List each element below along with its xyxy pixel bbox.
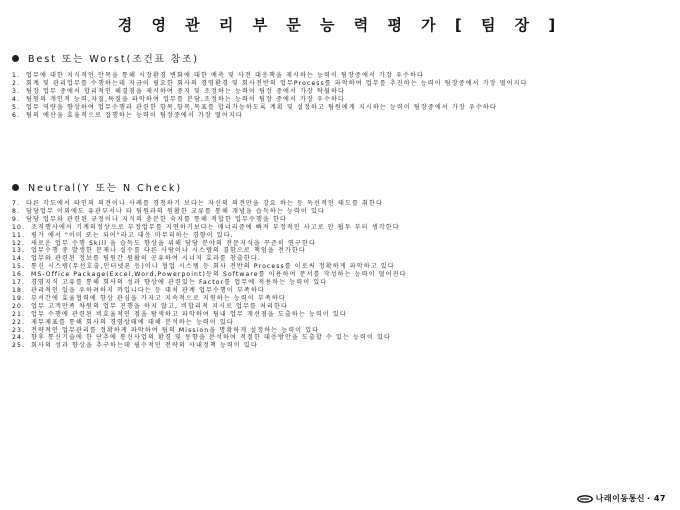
item-text: 업무 수행에 관련된 비효율적인 점을 탐색하고 파악하여 팀내 업무 개선점을 도출하는 능력이 있다 <box>31 310 347 318</box>
item-number: 16. <box>12 271 25 279</box>
item-number: 3. <box>12 87 21 95</box>
item-text: 담당업무 이외에도 유관부서나 타 팀원과의 원활한 교류를 통해 개념을 습득하는 능력이 있다 <box>26 207 325 215</box>
bullet-icon <box>12 55 19 62</box>
item-text: 업무수행 중 발생한 문제나 실수를 다른 사람이나 시스템의 결함으로 책임을 전가한다 <box>31 247 306 255</box>
item-number: 22. <box>12 318 25 326</box>
item-number: 18. <box>12 286 25 294</box>
item-text: 업무 역량을 향상하여 업무수행과 관련한 항목,항목,목표를 합리가능하도록 계획 및 설정하고 팀원에게 지시하는 능력이 팀장중에서 가장 우수하다 <box>26 103 497 111</box>
list-item <box>12 295 668 303</box>
item-text: 업무와 관련된 정보를 팀원간 원활히 공유하여 시너지 효과를 창출한다. <box>31 255 261 263</box>
item-number: 15. <box>12 263 25 271</box>
item-number: 4. <box>12 95 21 103</box>
item-text: 팀의 예산을 효율적으로 집행하는 능력이 팀장중에서 가장 떨어지다 <box>26 111 243 119</box>
item-number: 25. <box>12 342 25 350</box>
company-name: 나래이동통신 <box>595 494 646 503</box>
item-number: 1. <box>12 72 21 79</box>
item-number: 7. <box>12 200 21 207</box>
list-item <box>12 88 668 96</box>
item-text: 관리적인 일을 우하려하지 까입니다는 등 대처 관계 업무수행이 부족하다 <box>31 286 265 294</box>
item-number: 9. <box>12 215 21 223</box>
item-number: 21. <box>12 310 25 318</box>
item-number: 20. <box>12 302 25 310</box>
item-text: 조직행사에서 기계의정상으로 부정업무를 지연하기보다는 매너리즘에 빠져 부정적인 사고로 안 됩투 부터 생각한다 <box>31 223 400 231</box>
item-text: 향후 통신기술에 한 단추에 통신사업의 환경 및 동향을 분석하여 적절한 대응방안을 도출할 수 있는 능력이 있다 <box>31 334 391 342</box>
section-heading-label: Best 또는 Worst(조건표 참조) <box>28 54 199 65</box>
item-number: 10. <box>12 223 25 231</box>
list-item <box>12 104 668 112</box>
list-item <box>12 311 668 319</box>
item-number: 19. <box>12 294 25 302</box>
list-item <box>12 279 668 287</box>
item-number: 5. <box>12 103 21 111</box>
item-number: 12. <box>12 239 25 247</box>
list-item <box>12 224 668 232</box>
footer <box>577 493 666 504</box>
item-text: 부서간에 효율협력에 항상 관심을 가지고 지속적으로 지원하는 능력이 부족하다 <box>31 294 286 302</box>
list-item <box>12 232 668 240</box>
list-item <box>12 287 668 295</box>
list-item <box>12 319 668 327</box>
item-text: 담당 업무와 관련된 규정이나 지식의 충분한 숙지를 통해 적합한 업무수행을 한다 <box>26 215 287 223</box>
item-text: 회계 및 관리업무를 수행하는데 자금이 필요한 회사의 경영환경 및 회사전반의 업무Process를 파악하여 업무를 추진하는 능력이 팀장중에서 가장 떨어지다 <box>26 79 528 87</box>
item-number: 2. <box>12 79 21 87</box>
list-item <box>12 200 668 208</box>
item-text: 평가 에서 "이미 또는 되어"라고 대응 마무리하는 경향이 있다. <box>31 231 234 239</box>
bullet-icon <box>12 184 19 191</box>
company-logo-icon <box>577 495 593 503</box>
neutral-list <box>12 200 668 350</box>
list-item <box>12 72 668 80</box>
item-number: 24. <box>12 334 25 342</box>
section-heading-best-worst <box>12 51 199 65</box>
section-heading-neutral <box>12 180 182 194</box>
item-text: 업무에 대한 지식적인 안목을 통해 시장환경 변화에 대한 예측 및 사전 대응책을 제시하는 능력이 팀장중에서 가장 우수하다 <box>26 72 424 79</box>
item-number: 6. <box>12 111 21 119</box>
item-number: 13. <box>12 247 25 255</box>
list-item <box>12 263 668 271</box>
list-item <box>12 271 668 279</box>
item-text: 다른 각도에서 타인의 의견이나 사례를 경청하기 보다는 자신의 의견만을 강요 하는 등 독선적인 태도를 취한다 <box>26 200 383 207</box>
page-number: · 47 <box>647 494 666 503</box>
list-item <box>12 342 668 350</box>
item-text: 팀장 업무 중에서 합리적인 해결점을 제시하여 중지 및 조정하는 능력이 팀장 중에서 가장 탁월하다 <box>26 87 345 95</box>
item-text: 재무제표를 통해 회사의 경영상태에 대해 분석하는 능력이 있다 <box>31 318 234 326</box>
item-number: 8. <box>12 207 21 215</box>
list-item <box>12 303 668 311</box>
item-text: MS-Office Package(Excel,Word,Powerpoint)등의 Software를 이용하여 문서를 작성하는 능력이 떨어진다 <box>31 271 407 279</box>
item-number: 23. <box>12 326 25 334</box>
item-text: 새로운 업무 수행 Skill 을 습득도 향상을 위해 담당 분야의 전문지식을 꾸준히 연구한다 <box>31 239 316 247</box>
list-item <box>12 80 668 88</box>
item-number: 17. <box>12 279 25 287</box>
list-item <box>12 112 668 120</box>
list-item <box>12 208 668 216</box>
item-text: 경영지식 고유를 통해 회사의 성과 향상에 관련있는 Factor를 업무에 적용하는 능력이 있다 <box>31 279 328 287</box>
item-text: 팀원의 개인적 능력,자질,특질을 파악하여 업무를 분담,조정하는 능력이 팀장 중에서 가장 우수하다 <box>26 95 345 103</box>
item-text: 업무 고객만족 차원의 업무 진행을 하지 않고, 비합리적 지시로 업무를 처리한다 <box>31 302 288 310</box>
best-worst-list <box>12 72 668 119</box>
section-heading-label: Neutral(Y 또는 N Check) <box>28 183 183 194</box>
item-text: 통신 시스템(무선호출,인터넷폰 등)이나 협업 시스템 등 회사 전반의 Process를 이로써 정확하게 파악하고 있다 <box>31 263 395 271</box>
item-text: 전략적인 업무관리를 정확하게 파악하여 팀의 Mission을 명확하게 설정하는 능력이 있다 <box>31 326 320 334</box>
page-title: 경 영 관 리 부 문 능 력 평 가 [ 팀 장 ] <box>117 16 563 34</box>
list-item <box>12 96 668 104</box>
item-number: 14. <box>12 255 25 263</box>
list-item <box>12 216 668 224</box>
item-number: 11. <box>12 231 25 239</box>
item-text: 회사의 성과 향상을 추구하는데 필수적인 전략의 사내정책 능력이 있다 <box>31 342 258 350</box>
